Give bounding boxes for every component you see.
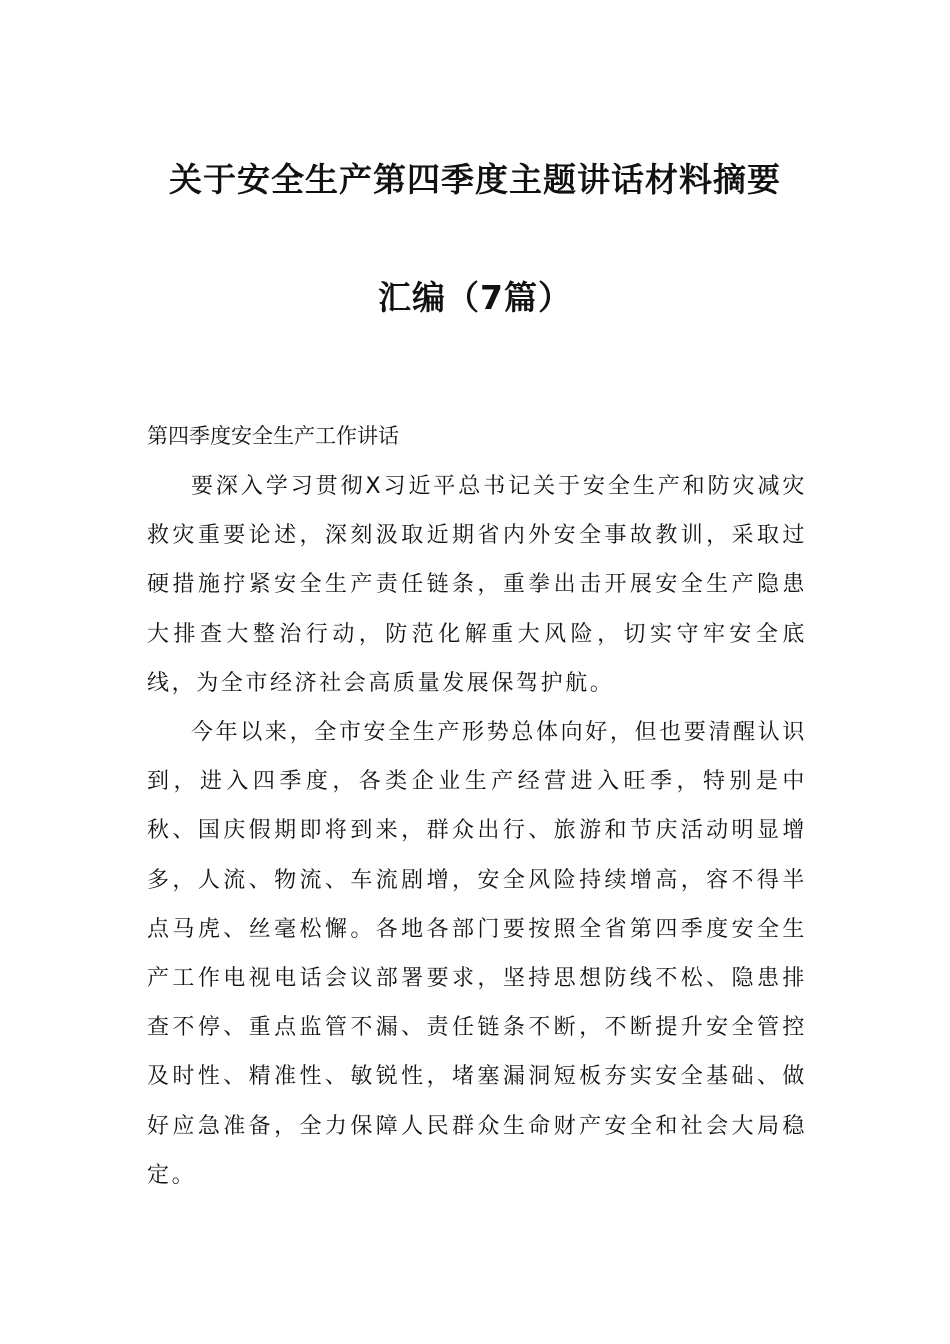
body-paragraph-1: 要深入学习贯彻X习近平总书记关于安全生产和防灾减灾救灾重要论述，深刻汲取近期省内外安全事故教训，采取过硬措施拧紧安全生产责任链条，重拳出击开展安全生产隐患大排查大整治行动，防范化解重大风险，切实守牢安全底线，为全市经济社会高质量发展保驾护航。 — [147, 474, 807, 696]
document-title-line-2: 汇编（7篇） — [378, 278, 572, 317]
section-heading: 第四季度安全生产工作讲话 — [147, 424, 399, 448]
body-paragraph-2: 今年以来，全市安全生产形势总体向好，但也要清醒认识到，进入四季度，各类企业生产经营进入旺季，特别是中秋、国庆假期即将到来，群众出行、旅游和节庆活动明显增多，人流、物流、车流剧增，安全风险持续增高，容不得半点马虎、丝毫松懈。各地各部门要按照全省第四季度安全生产工作电视电话会议部署要求，坚持思想防线不松、隐患排查不停、重点监管不漏、责任链条不断，不断提升安全管控及时性、精准性、敏锐性，堵塞漏洞短板夯实安全基础、做好应急准备，全力保障人民群众生命财产安全和社会大局稳定。 — [147, 720, 807, 1188]
document-title-line-1: 关于安全生产第四季度主题讲话材料摘要 — [169, 160, 781, 199]
